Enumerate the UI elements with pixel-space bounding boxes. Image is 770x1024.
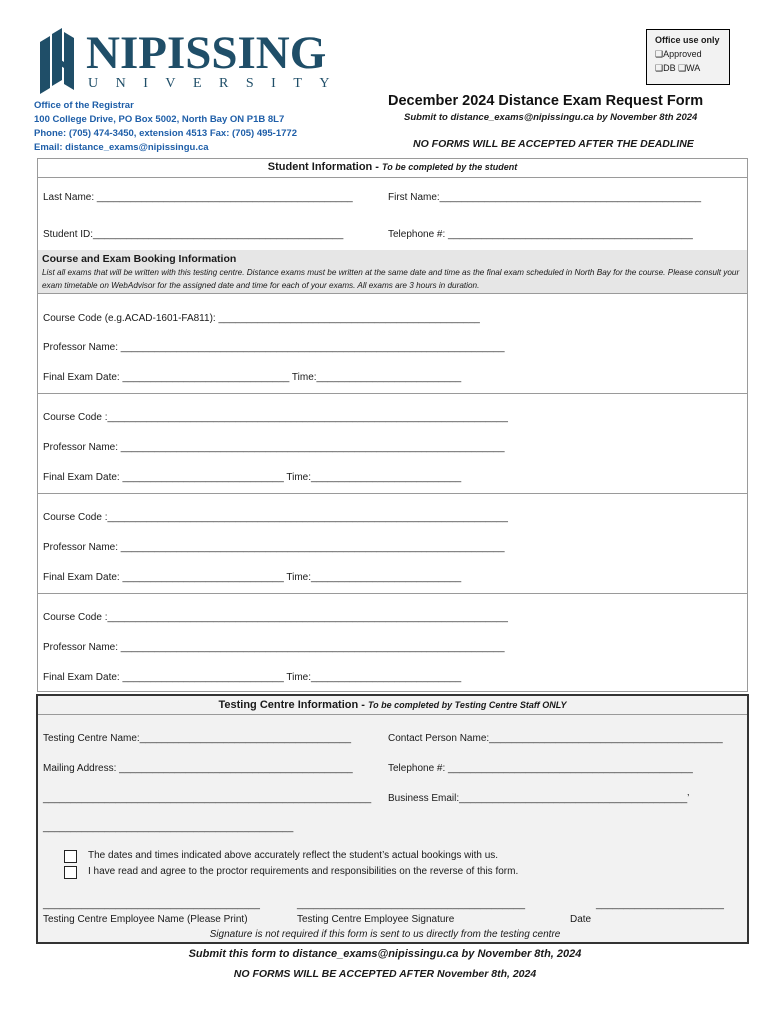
testing-centre-heading-note: To be completed by Testing Centre Staff ONLY [368, 700, 567, 710]
course-booking-title: Course and Exam Booking Information [42, 253, 237, 265]
course-code-field-3[interactable]: Course Code :________________________________________________________________________ [43, 512, 508, 523]
testing-centre-telephone-field[interactable]: Telephone #: ____________________________________________ [388, 763, 693, 774]
employee-signature-line[interactable]: _________________________________________ [297, 899, 526, 910]
course-booking-note: List all exams that will be written with this testing centre. Distance exams must be written at the same date and time as the final exam scheduled in North Bay for the course. Please consult your exam timetable on WebAdvisor for the assigned date and time for each of your exams. All exams are 3 hours in duration. [42, 268, 740, 290]
footer-deadline: NO FORMS WILL BE ACCEPTED AFTER November 8th, 2024 [233, 968, 537, 980]
agree-proctor-checkbox[interactable] [64, 866, 77, 879]
testing-centre-heading [37, 699, 748, 711]
student-section-heading [37, 161, 748, 173]
mailing-address-line-2[interactable]: ___________________________________________________________ [43, 793, 372, 804]
student-heading-note: To be completed by the student [382, 162, 518, 172]
date-line[interactable]: _______________________ [596, 899, 724, 910]
footer-submit: Submit this form to distance_exams@nipissingu.ca by November 8th, 2024 [188, 948, 582, 960]
divider [37, 593, 748, 594]
office-use-box [646, 29, 730, 85]
form-title: December 2024 Distance Exam Request Form [388, 93, 704, 109]
office-approved-checkbox: ❑Approved [655, 49, 702, 59]
registrar-office: Office of the Registrar [34, 100, 134, 111]
registrar-info [34, 99, 297, 155]
registrar-phone: Phone: (705) 474-3450, extension 4513 Fax: (705) 495-1772 [34, 128, 297, 139]
office-use-title: Office use only [655, 35, 720, 45]
exam-date-field-2[interactable]: Final Exam Date: _____________________________ Time:___________________________ [43, 472, 462, 483]
student-heading-text: Student Information - [267, 161, 379, 173]
student-id-field[interactable]: Student ID:_____________________________________________ [43, 229, 344, 240]
submit-instruction: Submit to distance_exams@nipissingu.ca by November 8th 2024 [404, 112, 698, 123]
registrar-email-label: Email: [34, 142, 63, 153]
employee-name-line[interactable]: _______________________________________ [43, 899, 260, 910]
university-subtitle: UNIVERSITY [88, 76, 347, 91]
employee-name-label: Testing Centre Employee Name (Please Print) [43, 914, 248, 925]
business-email-field[interactable]: Business Email:_________________________________________’ [388, 793, 690, 804]
employee-signature-label: Testing Centre Employee Signature [297, 914, 455, 925]
mailing-address-line-3[interactable]: _____________________________________________ [43, 822, 294, 833]
testing-centre-name-field[interactable]: Testing Centre Name:______________________________________ [43, 733, 352, 744]
professor-name-field-4[interactable]: Professor Name: _____________________________________________________________________ [43, 642, 505, 653]
telephone-field[interactable]: Telephone #: ____________________________________________ [388, 229, 693, 240]
exam-date-field-1[interactable]: Final Exam Date: ______________________________ Time:__________________________ [43, 372, 462, 383]
exam-date-field-4[interactable]: Final Exam Date: _____________________________ Time:___________________________ [43, 672, 462, 683]
deadline-notice: NO FORMS WILL BE ACCEPTED AFTER THE DEADLINE [413, 138, 694, 150]
last-name-field[interactable]: Last Name: ______________________________________________ [43, 192, 353, 203]
first-name-field[interactable]: First Name:_______________________________________________ [388, 192, 702, 203]
date-label: Date [570, 914, 592, 925]
course-code-field-2[interactable]: Course Code :________________________________________________________________________ [43, 412, 508, 423]
confirm-bookings-checkbox[interactable] [64, 850, 77, 863]
course-code-field-1[interactable]: Course Code (e.g.ACAD-1601-FA811): _______________________________________________ [43, 313, 480, 324]
professor-name-field-2[interactable]: Professor Name: _____________________________________________________________________ [43, 442, 505, 453]
registrar-address: 100 College Drive, PO Box 5002, North Bay ON P1B 8L7 [34, 114, 285, 125]
agree-proctor-label: I have read and agree to the proctor requirements and responsibilities on the reverse of this form. [88, 866, 519, 877]
registrar-email-link[interactable]: distance_exams@nipissingu.ca [65, 142, 209, 153]
professor-name-field-1[interactable]: Professor Name: _____________________________________________________________________ [43, 342, 505, 353]
testing-centre-heading-text: Testing Centre Information - [218, 699, 365, 711]
divider [37, 177, 748, 178]
office-db-wa-checkbox: ❑DB ❑WA [655, 63, 701, 73]
divider [37, 293, 748, 294]
mailing-address-field[interactable]: Mailing Address: __________________________________________ [43, 763, 353, 774]
exam-date-field-3[interactable]: Final Exam Date: _____________________________ Time:___________________________ [43, 572, 462, 583]
contact-person-field[interactable]: Contact Person Name:__________________________________________ [388, 733, 723, 744]
university-name: NIPISSING [86, 27, 327, 79]
professor-name-field-3[interactable]: Professor Name: _____________________________________________________________________ [43, 542, 505, 553]
divider [37, 393, 748, 394]
signature-note: Signature is not required if this form is sent to us directly from the testing centre [209, 929, 561, 940]
confirm-bookings-label: The dates and times indicated above accurately reflect the student’s actual bookings with us. [88, 850, 499, 861]
divider [38, 714, 747, 715]
course-code-field-4[interactable]: Course Code :________________________________________________________________________ [43, 612, 508, 623]
university-logo-icon [38, 28, 82, 94]
divider [37, 493, 748, 494]
